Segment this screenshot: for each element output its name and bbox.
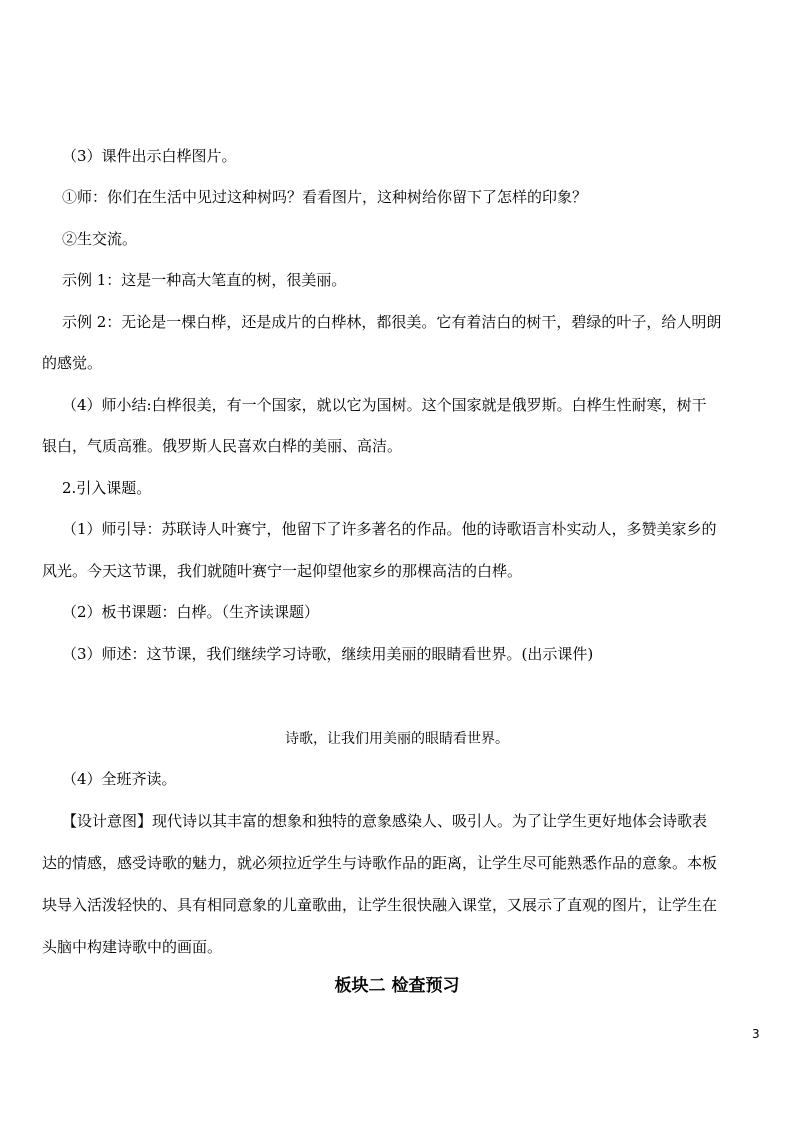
paragraph-introduce-topic: 2.引入课题。 <box>62 479 152 497</box>
design-intent-line-1: 【设计意图】现代诗以其丰富的想象和独特的意象感染人、吸引人。为了让学生更好地体会诗歌表 <box>62 812 708 830</box>
paragraph-teacher-question: ①师：你们在生活中见过这种树吗？看看图片，这种树给你留下了怎样的印象？ <box>62 188 588 206</box>
paragraph-example-2-line-1: 示例 2：无论是一棵白桦，还是成片的白桦林，都很美。它有着洁白的树干，碧绿的叶子，给人明朗 <box>62 313 722 331</box>
section-heading: 板块二 检查预习 <box>334 976 460 996</box>
paragraph-board-title: （2）板书课题：白桦。（生齐读课题） <box>62 603 320 621</box>
slide-quote: 诗歌，让我们用美丽的眼睛看世界。 <box>285 731 509 747</box>
paragraph-teacher-summary-line-1: （4）师小结:白桦很美，有一个国家，就以它为国树。这个国家就是俄罗斯。白桦生性耐寒，树干 <box>62 396 707 414</box>
paragraph-student-exchange: ②生交流。 <box>62 230 138 248</box>
paragraph-teacher-summary-line-2: 银白，气质高雅。俄罗斯人民喜欢白桦的美丽、高洁。 <box>42 437 403 455</box>
paragraph-example-2-line-2: 的感觉。 <box>42 354 103 372</box>
design-intent-line-2: 达的情感，感受诗歌的魅力，就必须拉近学生与诗歌作品的距离，让学生尽可能熟悉作品的意象。本板 <box>42 854 718 872</box>
paragraph-teacher-guide-line-2: 风光。今天这节课，我们就随叶赛宁一起仰望他家乡的那棵高洁的白桦。 <box>42 562 523 580</box>
page-number: 3 <box>752 1027 760 1041</box>
paragraph-example-1: 示例 1：这是一种高大笔直的树，很美丽。 <box>62 271 347 289</box>
design-intent-line-4: 头脑中构建诗歌中的画面。 <box>42 938 223 956</box>
paragraph-read-all: （4）全班齐读。 <box>62 770 177 788</box>
design-intent-line-3: 块导入活泼轻快的、具有相同意象的儿童歌曲，让学生很快融入课堂，又展示了直观的图片，让学生在 <box>42 896 718 914</box>
paragraph-teacher-guide-line-1: （1）师引导：苏联诗人叶赛宁，他留下了许多著名的作品。他的诗歌语言朴实动人，多赞美家乡的 <box>62 520 717 538</box>
paragraph-teacher-narration: （3）师述：这节课，我们继续学习诗歌，继续用美丽的眼睛看世界。(出示课件) <box>62 645 594 663</box>
paragraph-courseware-birch: （3）课件出示白桦图片。 <box>62 147 237 165</box>
